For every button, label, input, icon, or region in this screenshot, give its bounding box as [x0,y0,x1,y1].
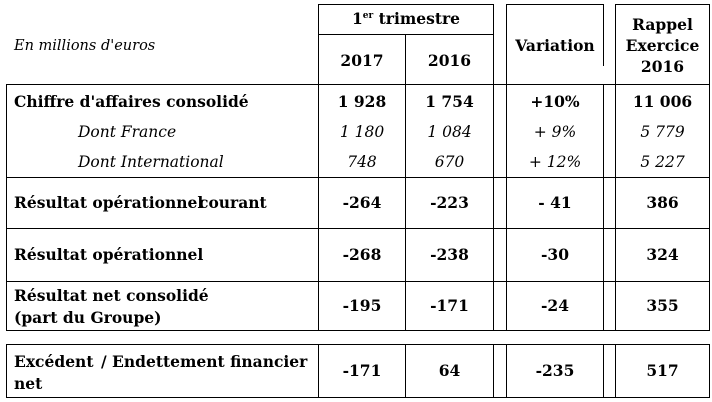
cell-rappel: 517 [646,361,679,380]
row-label-part2: courant [199,193,267,212]
cell-2017: 1 928 [337,92,387,111]
cell-2017: 1 180 [339,123,385,141]
row-label-line2: (part du Groupe) [14,308,162,327]
cell-2016: -238 [430,245,469,264]
row-label: Chiffre d'affaires consolidé [14,92,249,111]
row-label: Dont International [78,153,224,171]
cell-2016: 1 754 [425,92,474,111]
cell-2016: -223 [430,193,469,212]
row-label-line1: Résultat net consolidé [14,286,209,305]
cell-rappel: 324 [646,245,679,264]
cell-2016: 670 [434,153,465,171]
cell-rappel: 386 [646,193,679,212]
cell-rappel: 11 006 [632,92,693,111]
cell-2016: 64 [438,361,461,380]
cell-rappel: 5 779 [640,123,685,141]
quarter-prefix: 1 [351,9,363,28]
cell-variation: -24 [540,296,569,315]
cell-variation: - 41 [538,193,572,212]
cell-2017: -195 [342,296,382,315]
row-label: Dont France [78,123,177,141]
col-header-rappel-3: 2016 [640,57,685,76]
cell-2017: -171 [342,361,382,380]
cell-2017: -264 [342,193,382,212]
row-label: Résultat opérationnel [14,245,204,264]
cell-2016: -171 [430,296,469,315]
quarter-suffix: trimestre [373,9,461,28]
quarter-header [318,10,494,28]
cell-2017: -268 [342,245,382,264]
cell-variation: -235 [535,361,575,380]
unit-label: En millions d'euros [14,38,156,54]
col-header-rappel-1: Rappel [632,15,693,34]
col-header-rappel-2: Exercice [625,36,700,55]
cell-variation: -30 [540,245,569,264]
col-header-2016: 2016 [427,51,472,70]
row-label-part1: Résultat opérationnel [14,193,204,212]
col-header-2017: 2017 [340,51,384,70]
col-header-variation: Variation [515,36,595,55]
cell-2017: 748 [347,153,377,171]
cell-variation: + 12% [528,153,582,171]
cell-rappel: 5 227 [640,153,685,171]
quarter-sup: er [362,11,374,21]
cell-variation: + 9% [533,123,577,141]
cell-2016: 1 084 [427,123,472,141]
row-label-part2: / Endettement financier [101,352,308,371]
row-label-part1: Excédent [14,352,94,371]
cell-variation: +10% [530,92,580,111]
cell-rappel: 355 [646,296,679,315]
row-label-line2: net [14,374,43,393]
